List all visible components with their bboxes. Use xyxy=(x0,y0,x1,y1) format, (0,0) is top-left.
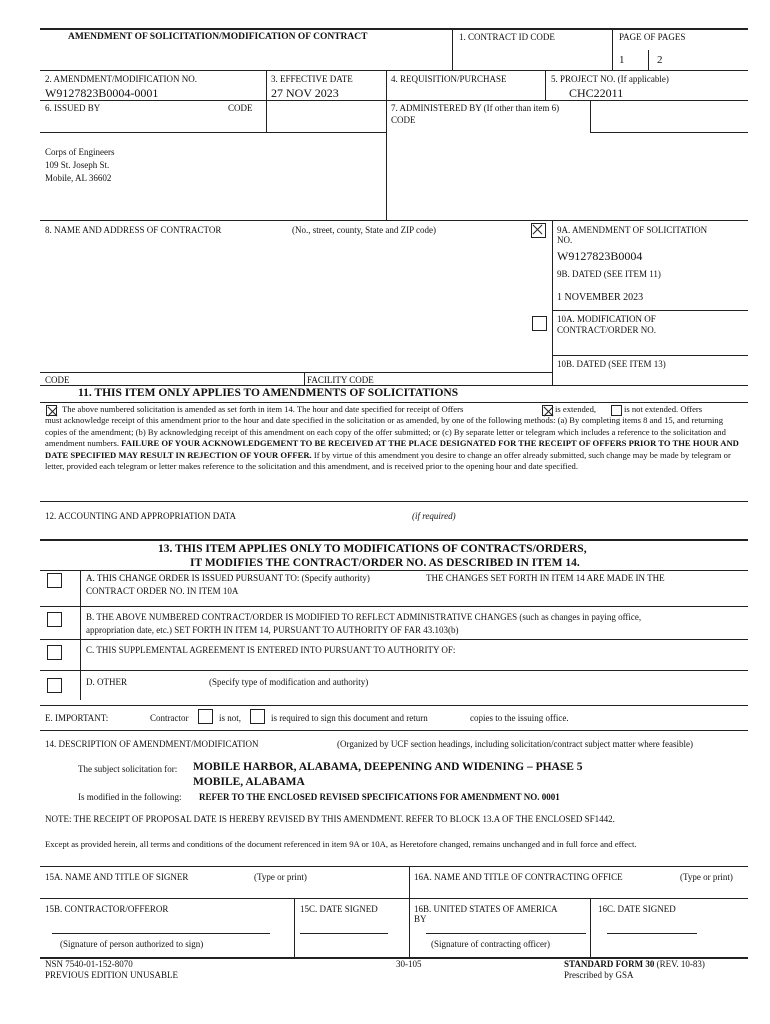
issued-by-label: 6. ISSUED BY xyxy=(45,103,101,113)
item-e-contractor: Contractor xyxy=(150,713,189,723)
item-13b-line-1: B. THE ABOVE NUMBERED CONTRACT/ORDER IS MODIFIED TO REFLECT ADMINISTRATIVE CHANGES (such as changes in paying office, xyxy=(86,612,642,622)
item-14-modified-label: Is modified in the following: xyxy=(78,792,182,802)
project-label: 5. PROJECT NO. (If applicable) xyxy=(551,74,669,84)
footer-previous-edition: PREVIOUS EDITION UNUSABLE xyxy=(45,970,178,980)
page-count: 2 xyxy=(657,54,663,66)
issuer-address-line-2: 109 St. Joseph St. xyxy=(45,160,110,170)
item-14-hint: (Organized by UCF section headings, including solicitation/contract subject matter where feasible) xyxy=(337,739,693,749)
project-value: CHC22011 xyxy=(569,86,624,100)
item-14-note: NOTE: THE RECEIPT OF PROPOSAL DATE IS HEREBY REVISED BY THIS AMENDMENT. REFER TO BLOCK 13.A OF THE ENCLOSED SF1442. xyxy=(45,814,615,824)
item-11-heading: 11. THIS ITEM ONLY APPLIES TO AMENDMENTS OF SOLICITATIONS xyxy=(78,387,459,399)
item-11-body-text: must acknowledge receipt of this amendment prior to the hour and date specified in the solicitation or as amended, by one of the following methods: (a) By completing items 8 and 15, and returning copies of the amendment; (b) By acknowledging receipt of this amendment on each copy of the offer submitted; or (c) By separate letter or telegram which includes a reference to the solicitation and amendment numbers. xyxy=(45,415,726,449)
item-9b-label: 9B. DATED (SEE ITEM 11) xyxy=(557,269,661,279)
item-12-label: 12. ACCOUNTING AND APPROPRIATION DATA xyxy=(45,511,237,521)
item-12-if-required: (if required) xyxy=(412,511,456,521)
requisition-label: 4. REQUISITION/PURCHASE xyxy=(391,74,507,84)
issuer-address-line-3: Mobile, AL 36602 xyxy=(45,173,112,183)
officer-signature-caption: (Signature of contracting officer) xyxy=(431,939,551,949)
effective-date-value: 27 NOV 2023 xyxy=(271,86,339,100)
footer-standard-form xyxy=(564,959,705,969)
item-13-heading-2: IT MODIFIES THE CONTRACT/ORDER NO. AS DESCRIBED IN ITEM 14. xyxy=(190,557,580,569)
contractor-signature-line[interactable] xyxy=(52,933,270,934)
item-10a-label: 10A. MODIFICATION OF xyxy=(557,314,656,324)
contractor-signature-caption: (Signature of person authorized to sign) xyxy=(60,939,204,949)
item-e-is-not: is not, xyxy=(219,713,242,723)
item-9a-value: W9127823B0004 xyxy=(557,249,643,263)
contractor-offeror-label: 15B. CONTRACTOR/OFFEROR xyxy=(45,904,169,914)
item-9b-value: 1 NOVEMBER 2023 xyxy=(557,292,644,303)
usa-label: 16B. UNITED STATES OF AMERICA xyxy=(414,904,558,914)
item-13c-checkbox[interactable] xyxy=(47,645,62,660)
footer-nsn: NSN 7540-01-152-8070 xyxy=(45,959,133,969)
item-e-label: E. IMPORTANT: xyxy=(45,713,109,723)
administered-by-code-label: CODE xyxy=(391,115,416,125)
officer-date-line[interactable] xyxy=(607,933,697,934)
contracting-office-label: 16A. NAME AND TITLE OF CONTRACTING OFFICE xyxy=(414,872,623,882)
item-10a-checkbox[interactable] xyxy=(532,316,547,331)
signer-type-print: (Type or print) xyxy=(254,872,307,882)
item-11-is-extended: is extended, xyxy=(555,404,597,414)
item-13a-checkbox[interactable] xyxy=(47,573,62,588)
item-10b-label: 10B. DATED (SEE ITEM 13) xyxy=(557,359,666,369)
contractor-date-signed-label: 15C. DATE SIGNED xyxy=(300,904,378,914)
item-14-subject-line-2: MOBILE, ALABAMA xyxy=(193,776,305,788)
contractor-date-line[interactable] xyxy=(300,933,388,934)
page-number: 1 xyxy=(619,54,625,66)
contracting-office-type-print: (Type or print) xyxy=(680,872,733,882)
top-border xyxy=(40,28,748,30)
item-13a-line-1: A. THIS CHANGE ORDER IS ISSUED PURSUANT TO: (Specify authority) xyxy=(86,573,370,583)
item-e-is-not-checkbox[interactable] xyxy=(198,709,213,724)
administered-by-label: 7. ADMINISTERED BY (If other than item 6) xyxy=(391,103,560,113)
item-13d-checkbox[interactable] xyxy=(47,678,62,693)
officer-date-signed-label: 16C. DATE SIGNED xyxy=(598,904,676,914)
usa-by-label: BY xyxy=(414,914,427,924)
item-11-body xyxy=(45,415,745,473)
item-14-modified-value: REFER TO THE ENCLOSED REVISED SPECIFICATIONS FOR AMENDMENT NO. 0001 xyxy=(199,792,560,802)
item-13d-hint: (Specify type of modification and authority) xyxy=(209,677,369,687)
footer-revision: (REV. 10-83) xyxy=(656,959,705,969)
item-9a-label: 9A. AMENDMENT OF SOLICITATION xyxy=(557,225,708,235)
form-title: AMENDMENT OF SOLICITATION/MODIFICATION OF CONTRACT xyxy=(68,32,368,42)
item-9a-label-no: NO. xyxy=(557,235,573,245)
amendment-label: 2. AMENDMENT/MODIFICATION NO. xyxy=(45,74,197,84)
item-e-copies: copies to the issuing office. xyxy=(470,713,569,723)
item-13d-line-1: D. OTHER xyxy=(86,677,127,687)
item-10a-label-2: CONTRACT/ORDER NO. xyxy=(557,325,657,335)
contract-id-label: 1. CONTRACT ID CODE xyxy=(459,32,555,42)
item-13c-line-1: C. THIS SUPPLEMENTAL AGREEMENT IS ENTERED INTO PURSUANT TO AUTHORITY OF: xyxy=(86,645,456,655)
item-e-is-required-checkbox[interactable] xyxy=(250,709,265,724)
item-14-subject-label: The subject solicitation for: xyxy=(78,764,178,774)
item-e-is-required: is required to sign this document and return xyxy=(271,713,428,723)
amendment-value: W9127823B0004-0001 xyxy=(45,86,159,100)
page-of-pages-label: PAGE OF PAGES xyxy=(619,32,686,42)
contractor-code-label: CODE xyxy=(45,375,70,385)
item-11-is-not-extended: is not extended. Offers xyxy=(624,404,703,414)
item-13b-line-2: appropriation date, etc.) SET FORTH IN ITEM 14, PURSUANT TO AUTHORITY OF FAR 43.103(b) xyxy=(86,625,459,635)
item-9a-checkbox[interactable] xyxy=(531,223,546,238)
item-13b-checkbox[interactable] xyxy=(47,612,62,627)
footer-prescribed: Prescribed by GSA xyxy=(564,970,634,980)
footer-standard-form-name: STANDARD FORM 30 xyxy=(564,959,655,969)
signer-name-label: 15A. NAME AND TITLE OF SIGNER xyxy=(45,872,189,882)
effective-date-label: 3. EFFECTIVE DATE xyxy=(271,74,353,84)
facility-code-label: FACILITY CODE xyxy=(307,375,374,385)
officer-signature-line[interactable] xyxy=(426,933,586,934)
item-14-subject-line-1: MOBILE HARBOR, ALABAMA, DEEPENING AND WIDENING – PHASE 5 xyxy=(193,761,583,773)
issued-by-code-label: CODE xyxy=(228,103,253,113)
item-11-bold-text: FAILURE OF YOUR ACKNOWLEDGEMENT TO BE RECEIVED AT THE PLACE DESIGNATED FOR THE RECEIPT OF OFFERS PRIOR TO THE HOUR AND DATE SPECIFIED MAY RESULT IN REJECTION OF YOUR OFFER. xyxy=(45,438,739,460)
item-11-line-1: The above numbered solicitation is amended as set forth in item 14. The hour and date specified for receipt of Offers xyxy=(62,404,464,414)
item-11-tail-text: If by virtue of this amendment you desire to change an offer already submitted, such change may be made by telegram or letter, provided each telegram or letter makes reference to the solicitation and this amendment, and is received prior to the opening hour and date specified. xyxy=(45,449,731,472)
contractor-label: 8. NAME AND ADDRESS OF CONTRACTOR xyxy=(45,225,222,235)
footer-form-number: 30-105 xyxy=(396,959,422,969)
item-13-heading-1: 13. THIS ITEM APPLIES ONLY TO MODIFICATIONS OF CONTRACTS/ORDERS, xyxy=(158,543,587,555)
item-14-except: Except as provided herein, all terms and conditions of the document referenced in item 9A or 10A, as Heretofore changed, remains unchanged and in full force and effect. xyxy=(45,839,637,849)
contractor-hint: (No., street, county, State and ZIP code) xyxy=(292,225,437,235)
item-13a-line-1b: THE CHANGES SET FORTH IN ITEM 14 ARE MADE IN THE xyxy=(426,573,665,583)
item-13a-line-2: CONTRACT ORDER NO. IN ITEM 10A xyxy=(86,586,239,596)
issuer-address-line-1: Corps of Engineers xyxy=(45,147,115,157)
item-14-label: 14. DESCRIPTION OF AMENDMENT/MODIFICATION xyxy=(45,739,259,749)
